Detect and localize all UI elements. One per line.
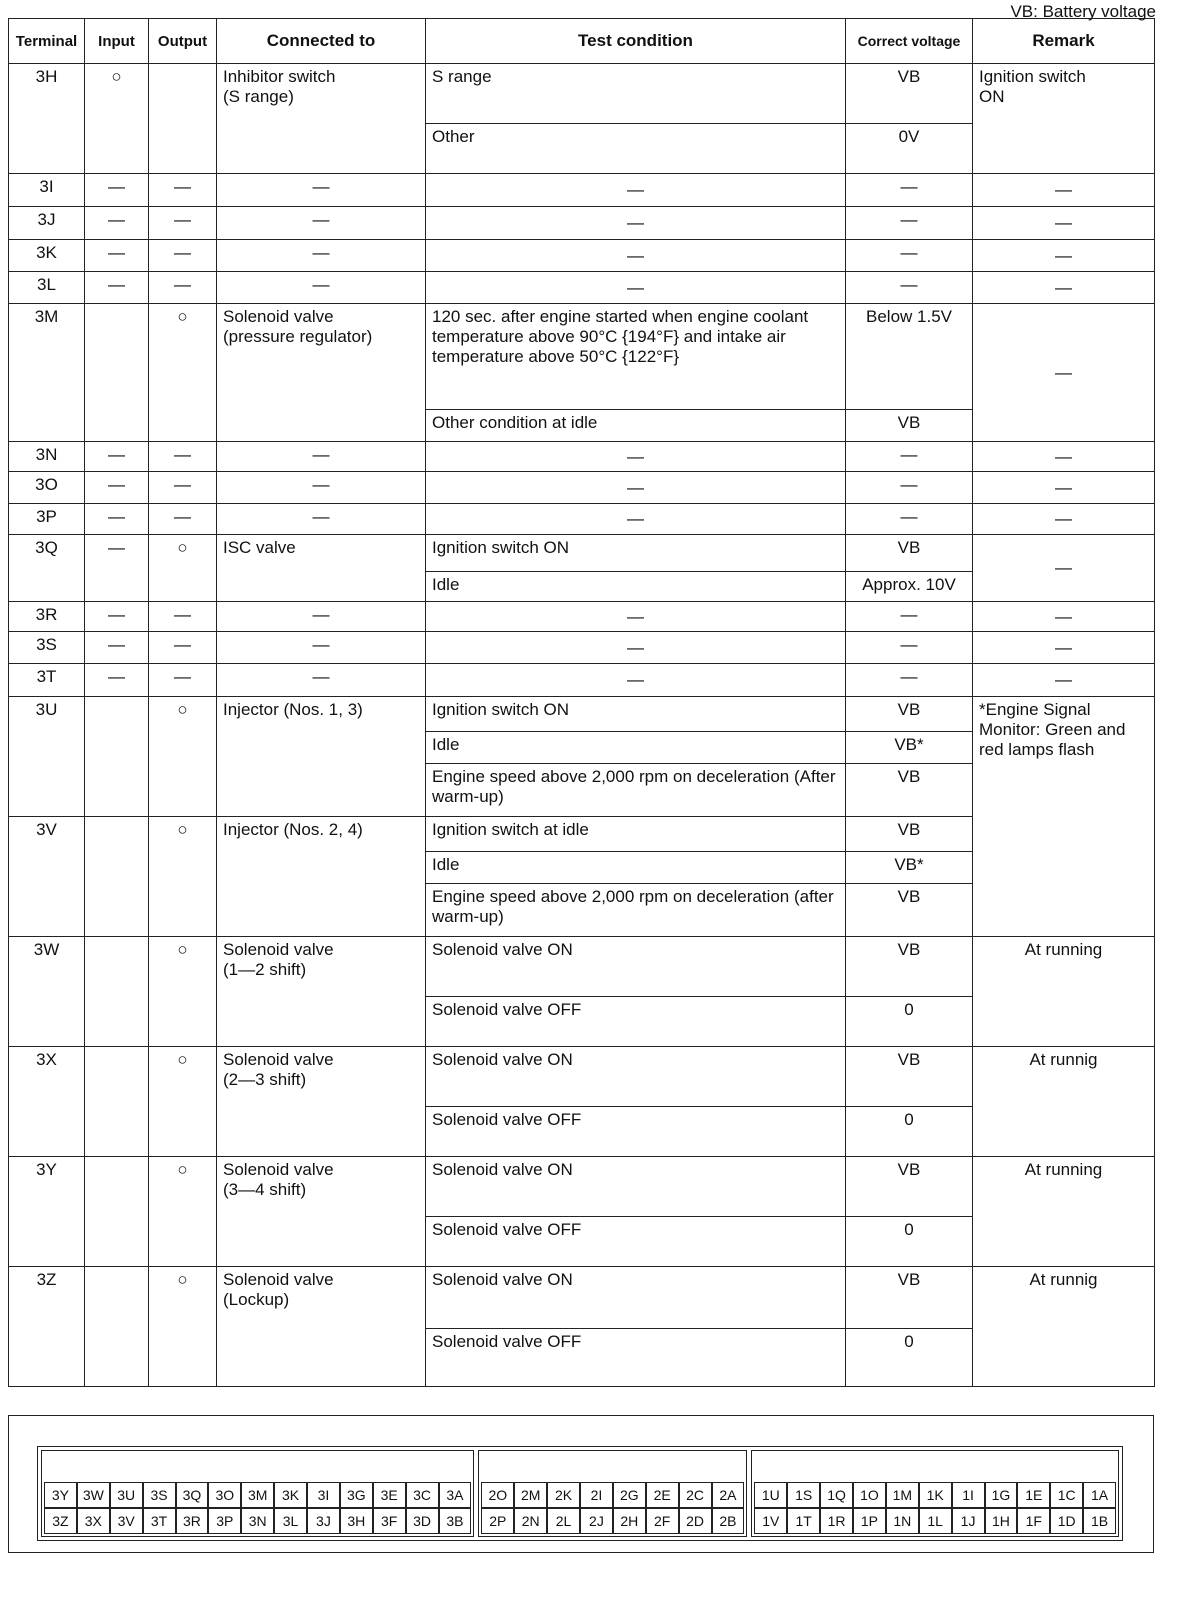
voltage-cell: — [846, 664, 973, 697]
output-cell: — [149, 504, 217, 535]
table-row [9, 602, 1155, 632]
connector-pin: 2N [514, 1508, 547, 1534]
input-cell: — [85, 207, 149, 240]
connector-pin: 2K [547, 1482, 580, 1508]
connector-pin: 3A [439, 1482, 472, 1508]
test-condition-cell: — [426, 442, 846, 472]
test-condition-cell: — [426, 472, 846, 504]
connector-pin: 1A [1083, 1482, 1116, 1508]
test-condition-cell: Other condition at idle [426, 410, 846, 442]
connector-pin: 3T [143, 1508, 176, 1534]
test-condition-cell: Solenoid valve ON [426, 1267, 846, 1329]
test-condition-cell: Solenoid valve ON [426, 1157, 846, 1217]
connector-pin: 3Y [44, 1482, 77, 1508]
test-condition-cell: Solenoid valve OFF [426, 1217, 846, 1267]
input-cell: — [85, 664, 149, 697]
test-condition-cell: Idle [426, 572, 846, 602]
terminal-cell: 3W [9, 937, 85, 1047]
remark-cell: — [973, 632, 1155, 664]
terminal-cell: 3O [9, 472, 85, 504]
input-cell: — [85, 240, 149, 272]
test-condition-cell: Ignition switch ON [426, 697, 846, 732]
connector-pin: 1F [1017, 1508, 1050, 1534]
terminal-cell: 3U [9, 697, 85, 817]
table-row [9, 504, 1155, 535]
output-cell: — [149, 207, 217, 240]
test-condition-cell: Ignition switch at idle [426, 817, 846, 852]
connector-pin: 3P [208, 1508, 241, 1534]
table-row [9, 174, 1155, 207]
connector-pin: 2J [580, 1508, 613, 1534]
connector-pin: 3Q [176, 1482, 209, 1508]
connector-pin: 1O [853, 1482, 886, 1508]
input-cell: ○ [85, 64, 149, 174]
pin-row-top [481, 1482, 744, 1508]
output-cell: ○ [149, 304, 217, 442]
connected-to-cell: Solenoid valve (3—4 shift) [217, 1157, 426, 1267]
connector-pin: 3O [208, 1482, 241, 1508]
connected-to-cell: Solenoid valve (Lockup) [217, 1267, 426, 1387]
table-row [9, 442, 1155, 472]
table-row [9, 472, 1155, 504]
test-condition-cell: Engine speed above 2,000 rpm on deceleration (After warm-up) [426, 764, 846, 817]
output-cell: — [149, 664, 217, 697]
remark-cell: Ignition switch ON [973, 64, 1155, 174]
connector-pin: 3I [307, 1482, 340, 1508]
terminal-cell: 3Y [9, 1157, 85, 1267]
connected-to-cell: — [217, 174, 426, 207]
connector-pin: 1G [985, 1482, 1018, 1508]
table-header-row [9, 19, 1155, 64]
input-cell [85, 817, 149, 937]
connected-to-cell: Solenoid valve (1—2 shift) [217, 937, 426, 1047]
connector-pin: 3Z [44, 1508, 77, 1534]
test-condition-cell: — [426, 207, 846, 240]
connected-to-cell: — [217, 504, 426, 535]
voltage-cell: VB [846, 937, 973, 997]
header-connected-to: Connected to [217, 19, 426, 64]
connector-pin: 3M [241, 1482, 274, 1508]
connector-pin: 1U [754, 1482, 787, 1508]
test-condition-cell: Solenoid valve OFF [426, 1107, 846, 1157]
input-cell [85, 937, 149, 1047]
test-condition-cell: — [426, 602, 846, 632]
input-cell: — [85, 272, 149, 304]
voltage-cell: — [846, 240, 973, 272]
connector-pin: 1C [1050, 1482, 1083, 1508]
voltage-cell: — [846, 442, 973, 472]
voltage-cell: VB [846, 817, 973, 852]
input-cell [85, 697, 149, 817]
test-condition-cell: Idle [426, 852, 846, 884]
connector-pin: 2B [712, 1508, 745, 1534]
output-cell: — [149, 442, 217, 472]
connector-pin: 3C [406, 1482, 439, 1508]
remark-cell: At running [973, 937, 1155, 1047]
connected-to-cell: — [217, 602, 426, 632]
header-input: Input [85, 19, 149, 64]
test-condition-cell: — [426, 504, 846, 535]
connector-pin: 3K [274, 1482, 307, 1508]
connector-pin: 1I [952, 1482, 985, 1508]
output-cell: ○ [149, 1157, 217, 1267]
test-condition-cell: 120 sec. after engine started when engine coolant temperature above 90°C {194°F} and intake air temperature above 50°C {122°F} [426, 304, 846, 410]
voltage-cell: — [846, 174, 973, 207]
input-cell: — [85, 174, 149, 207]
connector-pin: 3H [340, 1508, 373, 1534]
remark-cell: At runnig [973, 1047, 1155, 1157]
voltage-cell: VB [846, 410, 973, 442]
voltage-cell: VB [846, 535, 973, 572]
test-condition-cell: Solenoid valve OFF [426, 1329, 846, 1387]
remark-cell: — [973, 442, 1155, 472]
connector-pin: 1N [886, 1508, 919, 1534]
voltage-cell: VB* [846, 852, 973, 884]
connector-pin: 1E [1017, 1482, 1050, 1508]
output-cell: ○ [149, 1267, 217, 1387]
connected-to-cell: Solenoid valve (pressure regulator) [217, 304, 426, 442]
connector-pin: 3L [274, 1508, 307, 1534]
voltage-cell: VB [846, 1157, 973, 1217]
terminal-cell: 3M [9, 304, 85, 442]
voltage-cell: 0 [846, 1217, 973, 1267]
connector-group [478, 1450, 747, 1537]
connector-pin: 1Q [820, 1482, 853, 1508]
connector-pin: 2G [613, 1482, 646, 1508]
table-row [9, 664, 1155, 697]
remark-cell: — [973, 272, 1155, 304]
output-cell: — [149, 472, 217, 504]
connector-pin: 2I [580, 1482, 613, 1508]
voltage-cell: VB [846, 1047, 973, 1107]
voltage-cell: VB [846, 64, 973, 124]
remark-cell: *Engine Signal Monitor: Green and red lamps flash [973, 697, 1155, 937]
connector-pin: 1J [952, 1508, 985, 1534]
terminal-cell: 3J [9, 207, 85, 240]
voltage-cell: Approx. 10V [846, 572, 973, 602]
voltage-cell: 0 [846, 997, 973, 1047]
header-output: Output [149, 19, 217, 64]
remark-cell: — [973, 240, 1155, 272]
connector-pin: 1L [919, 1508, 952, 1534]
connector-pin: 2D [679, 1508, 712, 1534]
connector-pin: 3E [373, 1482, 406, 1508]
header-correct-voltage: Correct voltage [846, 19, 973, 64]
terminal-cell: 3N [9, 442, 85, 472]
terminal-cell: 3Z [9, 1267, 85, 1387]
input-cell [85, 1047, 149, 1157]
test-condition-cell: — [426, 272, 846, 304]
output-cell [149, 64, 217, 174]
voltage-cell: 0 [846, 1329, 973, 1387]
input-cell: — [85, 632, 149, 664]
connector-pin: 3F [373, 1508, 406, 1534]
output-cell: ○ [149, 817, 217, 937]
connected-to-cell: Injector (Nos. 1, 3) [217, 697, 426, 817]
table-row [9, 207, 1155, 240]
connector-pin: 2P [481, 1508, 514, 1534]
table-row [9, 535, 1155, 572]
connector-pin: 1V [754, 1508, 787, 1534]
connector-pin: 1H [985, 1508, 1018, 1534]
output-cell: — [149, 632, 217, 664]
input-cell [85, 304, 149, 442]
voltage-cell: 0 [846, 1107, 973, 1157]
connector-diagram [8, 1415, 1154, 1553]
connector-pin: 1B [1083, 1508, 1116, 1534]
input-cell: — [85, 602, 149, 632]
voltage-cell: — [846, 632, 973, 664]
header-terminal: Terminal [9, 19, 85, 64]
table-row [9, 272, 1155, 304]
remark-cell: At runnig [973, 1267, 1155, 1387]
voltage-cell: 0V [846, 124, 973, 174]
connector-pin: 2L [547, 1508, 580, 1534]
input-cell: — [85, 472, 149, 504]
connected-to-cell: — [217, 240, 426, 272]
battery-voltage-note: VB: Battery voltage [1010, 2, 1156, 21]
connected-to-cell: — [217, 632, 426, 664]
connector-pin: 2E [646, 1482, 679, 1508]
remark-cell: — [973, 535, 1155, 602]
connector-pin: 3J [307, 1508, 340, 1534]
connector-pin: 1S [787, 1482, 820, 1508]
output-cell: — [149, 272, 217, 304]
output-cell: ○ [149, 1047, 217, 1157]
remark-cell: — [973, 664, 1155, 697]
voltage-cell: — [846, 472, 973, 504]
connected-to-cell: — [217, 272, 426, 304]
test-condition-cell: Ignition switch ON [426, 535, 846, 572]
connected-to-cell: Solenoid valve (2—3 shift) [217, 1047, 426, 1157]
voltage-cell: VB [846, 1267, 973, 1329]
remark-cell: At running [973, 1157, 1155, 1267]
connector-plug [37, 1446, 1123, 1541]
connector-pin: 2O [481, 1482, 514, 1508]
connector-pin: 2M [514, 1482, 547, 1508]
connector-pin: 3W [77, 1482, 110, 1508]
table-row [9, 937, 1155, 997]
connected-to-cell: — [217, 207, 426, 240]
terminal-cell: 3K [9, 240, 85, 272]
test-condition-cell: Engine speed above 2,000 rpm on deceleration (after warm-up) [426, 884, 846, 937]
output-cell: ○ [149, 535, 217, 602]
pin-row-bottom [481, 1508, 744, 1534]
connected-to-cell: — [217, 472, 426, 504]
pin-row-top [44, 1482, 471, 1508]
remark-cell: — [973, 174, 1155, 207]
remark-cell: — [973, 504, 1155, 535]
input-cell [85, 1267, 149, 1387]
test-condition-cell: — [426, 174, 846, 207]
remark-cell: — [973, 207, 1155, 240]
remark-cell: — [973, 304, 1155, 442]
connector-pin: 1R [820, 1508, 853, 1534]
connector-pin: 3D [406, 1508, 439, 1534]
output-cell: — [149, 602, 217, 632]
connector-pin: 2A [712, 1482, 745, 1508]
output-cell: ○ [149, 937, 217, 1047]
test-condition-cell: Solenoid valve ON [426, 937, 846, 997]
terminal-cell: 3X [9, 1047, 85, 1157]
test-condition-cell: Solenoid valve ON [426, 1047, 846, 1107]
connector-pin: 3S [143, 1482, 176, 1508]
table-row [9, 240, 1155, 272]
test-condition-cell: — [426, 632, 846, 664]
connector-group [751, 1450, 1119, 1537]
remark-cell: — [973, 472, 1155, 504]
connector-pin: 2C [679, 1482, 712, 1508]
voltage-cell: — [846, 207, 973, 240]
connector-pin: 1M [886, 1482, 919, 1508]
voltage-cell: VB [846, 884, 973, 937]
terminal-cell: 3Q [9, 535, 85, 602]
table-row [9, 304, 1155, 410]
connector-pin: 1T [787, 1508, 820, 1534]
terminal-cell: 3L [9, 272, 85, 304]
test-condition-cell: Other [426, 124, 846, 174]
voltage-cell: — [846, 272, 973, 304]
table-row [9, 697, 1155, 732]
terminal-cell: 3T [9, 664, 85, 697]
connector-pin: 3U [110, 1482, 143, 1508]
connected-to-cell: — [217, 664, 426, 697]
terminal-cell: 3P [9, 504, 85, 535]
output-cell: ○ [149, 697, 217, 817]
test-condition-cell: — [426, 664, 846, 697]
output-cell: — [149, 174, 217, 207]
test-condition-cell: Idle [426, 732, 846, 764]
input-cell: — [85, 535, 149, 602]
connected-to-cell: Inhibitor switch (S range) [217, 64, 426, 174]
connector-pin: 3N [241, 1508, 274, 1534]
terminal-cell: 3I [9, 174, 85, 207]
terminal-voltage-table [8, 18, 1155, 1387]
table-row [9, 1157, 1155, 1217]
table-row [9, 1047, 1155, 1107]
connector-pin: 1D [1050, 1508, 1083, 1534]
connector-pin: 2H [613, 1508, 646, 1534]
remark-cell: — [973, 602, 1155, 632]
connector-pin: 3B [439, 1508, 472, 1534]
table-row [9, 64, 1155, 124]
connector-pin: 3X [77, 1508, 110, 1534]
test-condition-cell: Solenoid valve OFF [426, 997, 846, 1047]
table-row [9, 632, 1155, 664]
terminal-cell: 3S [9, 632, 85, 664]
terminal-cell: 3H [9, 64, 85, 174]
output-cell: — [149, 240, 217, 272]
terminal-cell: 3R [9, 602, 85, 632]
input-cell [85, 1157, 149, 1267]
pin-row-top [754, 1482, 1116, 1508]
terminal-cell: 3V [9, 817, 85, 937]
pin-row-bottom [754, 1508, 1116, 1534]
pin-row-bottom [44, 1508, 471, 1534]
connector-pin: 3G [340, 1482, 373, 1508]
connector-pin: 3V [110, 1508, 143, 1534]
header-remark: Remark [973, 19, 1155, 64]
header-test-condition: Test condition [426, 19, 846, 64]
table-row [9, 1267, 1155, 1329]
voltage-cell: Below 1.5V [846, 304, 973, 410]
voltage-cell: VB* [846, 732, 973, 764]
voltage-cell: — [846, 504, 973, 535]
test-condition-cell: — [426, 240, 846, 272]
voltage-cell: VB [846, 697, 973, 732]
connected-to-cell: ISC valve [217, 535, 426, 602]
test-condition-cell: S range [426, 64, 846, 124]
input-cell: — [85, 442, 149, 472]
connector-group [41, 1450, 474, 1537]
connected-to-cell: Injector (Nos. 2, 4) [217, 817, 426, 937]
input-cell: — [85, 504, 149, 535]
connected-to-cell: — [217, 442, 426, 472]
voltage-cell: VB [846, 764, 973, 817]
connector-pin: 2F [646, 1508, 679, 1534]
connector-pin: 1K [919, 1482, 952, 1508]
connector-pin: 3R [176, 1508, 209, 1534]
connector-pin: 1P [853, 1508, 886, 1534]
voltage-cell: — [846, 602, 973, 632]
